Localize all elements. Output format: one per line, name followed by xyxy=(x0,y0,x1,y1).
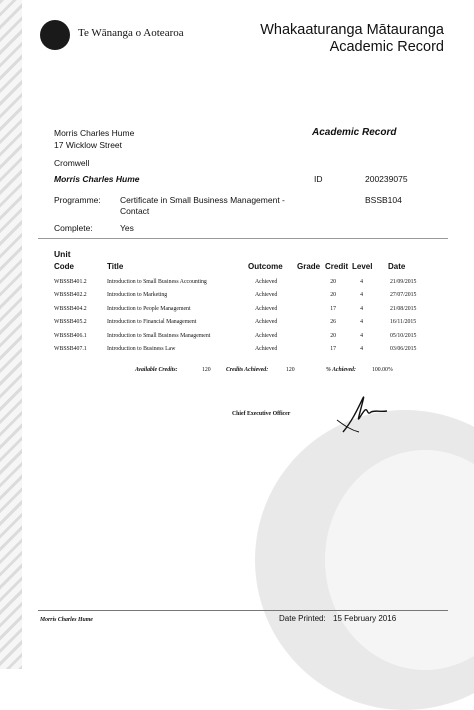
table-cell-title: Introduction to Small Business Accounting xyxy=(107,279,207,285)
table-cell-credit: 17 xyxy=(330,346,336,352)
credits-achieved-value: 120 xyxy=(286,367,295,373)
table-cell-outcome: Achieved xyxy=(255,292,278,299)
record-label: Academic Record xyxy=(312,127,397,138)
table-cell-date: 16/11/2015 xyxy=(390,319,417,326)
table-cell-outcome: Achieved xyxy=(255,319,278,326)
col-header-level: Level xyxy=(352,262,373,271)
address-name: Morris Charles Hume xyxy=(54,128,135,138)
footer-divider xyxy=(38,610,448,611)
decorative-border xyxy=(0,0,22,669)
programme-name: Certificate in Small Business Management - xyxy=(120,195,285,205)
programme-name-cont: Contact xyxy=(120,206,150,216)
watermark-emblem xyxy=(255,410,474,710)
table-cell-title: Introduction to Financial Management xyxy=(107,319,197,326)
table-cell-credit: 20 xyxy=(330,332,336,339)
table-cell-code: WBSSB402.2 xyxy=(54,292,87,299)
table-cell-code: WBSSB407.1 xyxy=(54,346,87,352)
table-cell-title: Introduction to Small Business Management xyxy=(107,332,211,339)
table-cell-outcome: Achieved xyxy=(255,332,278,339)
address-town: Cromwell xyxy=(54,158,90,168)
address-street: 17 Wicklow Street xyxy=(54,140,123,150)
student-id: 200239075 xyxy=(365,174,408,184)
table-cell-code: WBSSB401.2 xyxy=(54,279,87,285)
institution-logo-icon xyxy=(40,20,70,50)
col-header-credit: Credit xyxy=(325,262,349,271)
id-label: ID xyxy=(314,174,323,184)
document-title xyxy=(260,22,444,56)
col-header-outcome: Outcome xyxy=(248,262,283,271)
title-line-english: Academic Record xyxy=(329,39,444,55)
table-cell-outcome: Achieved xyxy=(255,346,278,352)
table-cell-level: 4 xyxy=(360,279,363,285)
table-cell-date: 21/08/2015 xyxy=(390,305,417,312)
col-header-date: Date xyxy=(388,262,406,271)
programme-label: Programme: xyxy=(54,195,101,205)
institution-name: Te Wānanga o Aotearoa xyxy=(78,27,184,39)
table-cell-outcome: Achieved xyxy=(255,305,278,312)
table-cell-credit: 26 xyxy=(330,319,336,326)
table-cell-code: WBSSB406.1 xyxy=(54,332,87,339)
divider xyxy=(38,238,448,239)
table-cell-title: Introduction to People Management xyxy=(107,305,191,312)
table-cell-code: WBSSB404.2 xyxy=(54,305,87,312)
table-cell-date: 05/10/2015 xyxy=(390,332,417,339)
title-line-maori: Whakaaturanga Mātauranga xyxy=(260,22,444,38)
table-cell-date: 27/07/2015 xyxy=(390,292,417,299)
table-cell-outcome: Achieved xyxy=(255,279,278,285)
table-cell-level: 4 xyxy=(360,305,363,312)
table-cell-level: 4 xyxy=(360,346,363,352)
date-printed-value: 15 February 2016 xyxy=(333,614,397,623)
programme-code: BSSB104 xyxy=(365,195,402,205)
available-credits-label: Available Credits: xyxy=(135,367,178,373)
table-cell-level: 4 xyxy=(360,292,363,299)
unit-section-label: Unit xyxy=(54,249,71,259)
table-cell-title: Introduction to Marketing xyxy=(107,292,168,299)
table-cell-level: 4 xyxy=(360,319,363,326)
table-cell-date: 03/06/2015 xyxy=(390,346,417,352)
table-cell-title: Introduction to Business Law xyxy=(107,346,176,352)
percent-achieved-value: 100.00% xyxy=(372,367,393,373)
available-credits-value: 120 xyxy=(202,367,211,373)
table-cell-level: 4 xyxy=(360,332,363,339)
complete-label: Complete: xyxy=(54,223,93,233)
col-header-title: Title xyxy=(107,262,124,271)
credits-achieved-label: Credits Achieved: xyxy=(226,367,269,373)
signature xyxy=(335,392,395,437)
percent-achieved-label: % Achieved: xyxy=(326,367,356,373)
table-cell-credit: 17 xyxy=(330,305,336,312)
col-header-grade: Grade xyxy=(297,262,321,271)
col-header-code: Code xyxy=(54,262,74,271)
table-cell-credit: 20 xyxy=(330,292,336,299)
table-cell-code: WBSSB405.2 xyxy=(54,319,87,326)
student-name: Morris Charles Hume xyxy=(54,174,140,184)
date-printed-label: Date Printed: xyxy=(279,614,326,623)
table-cell-date: 21/09/2015 xyxy=(390,279,417,285)
footer-student-name: Morris Charles Hume xyxy=(40,617,93,623)
table-cell-credit: 20 xyxy=(330,279,336,285)
signatory-title: Chief Executive Officer xyxy=(232,411,291,417)
complete-value: Yes xyxy=(120,223,134,233)
